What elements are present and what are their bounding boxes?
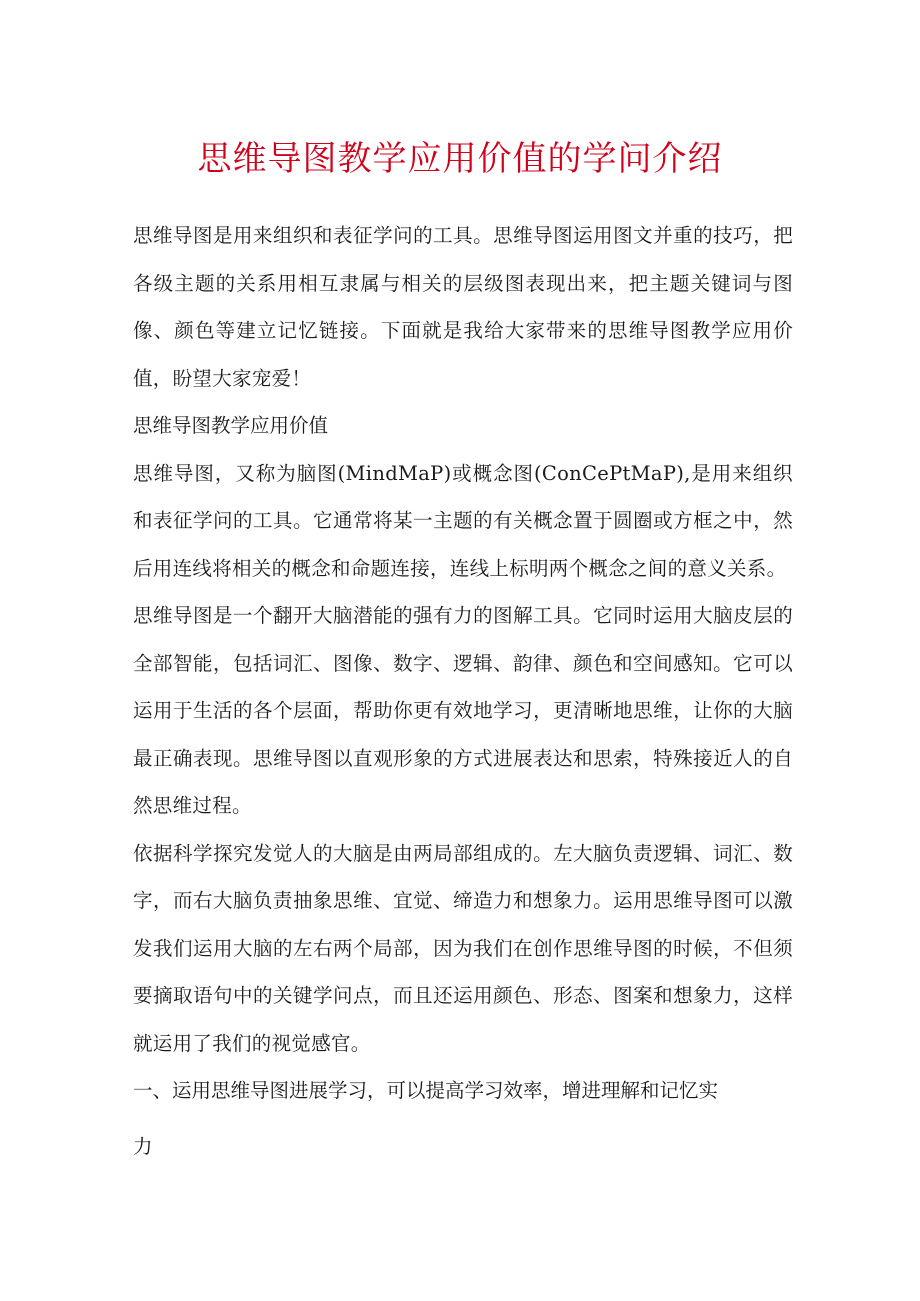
paragraph-definition: 思维导图，又称为脑图(MindMaP)或概念图(ConCePtMaP),是用来组织和表征学问的工具。它通常将某一主题的有关概念置于圆圈或方框之中，然后用连线将相关的概念和命题连接，连线上标明两个概念之间的意义关系。 [133,461,793,580]
paragraph-brain: 依据科学探究发觉人的大脑是由两局部组成的。左大脑负责逻辑、词汇、数字，而右大脑负责抽象思维、宜觉、缔造力和想象力。运用思维导图可以激发我们运用大脑的左右两个局部，因为我们在创作思维导图的时候，不但须要摘取语句中的关键学问点，而且还运用颜色、形态、图案和想象力，这样就运用了我们的视觉感官。 [133,841,793,1055]
document-body [133,212,793,1170]
section-heading: 思维导图教学应用价值 [133,414,329,437]
document-title: 思维导图教学应用价值的学问介绍 [197,139,723,179]
list-item-one-continued: 力 [133,1134,153,1158]
paragraph-tool: 思维导图是一个翻开大脑潜能的强有力的图解工具。它同时运用大脑皮层的全部智能，包括词汇、图像、数字、逻辑、韵律、颜色和空间感知。它可以运用于生活的各个层面，帮助你更有效地学习，更清晰地思维，让你的大脑最正确表现。思维导图以直观形象的方式进展表达和思索，特殊接近人的自然思维过程。 [133,604,793,817]
list-item-one: 一、运用思维导图进展学习，可以提高学习效率，增进理解和记忆实 [133,1079,719,1102]
paragraph-intro: 思维导图是用来组织和表征学问的工具。思维导图运用图文并重的技巧，把各级主题的关系用相互隶属与相关的层级图表现出来，把主题关键词与图像、颜色等建立记忆链接。下面就是我给大家带来的思维导图教学应用价值，盼望大家宠爱！ [133,224,793,390]
